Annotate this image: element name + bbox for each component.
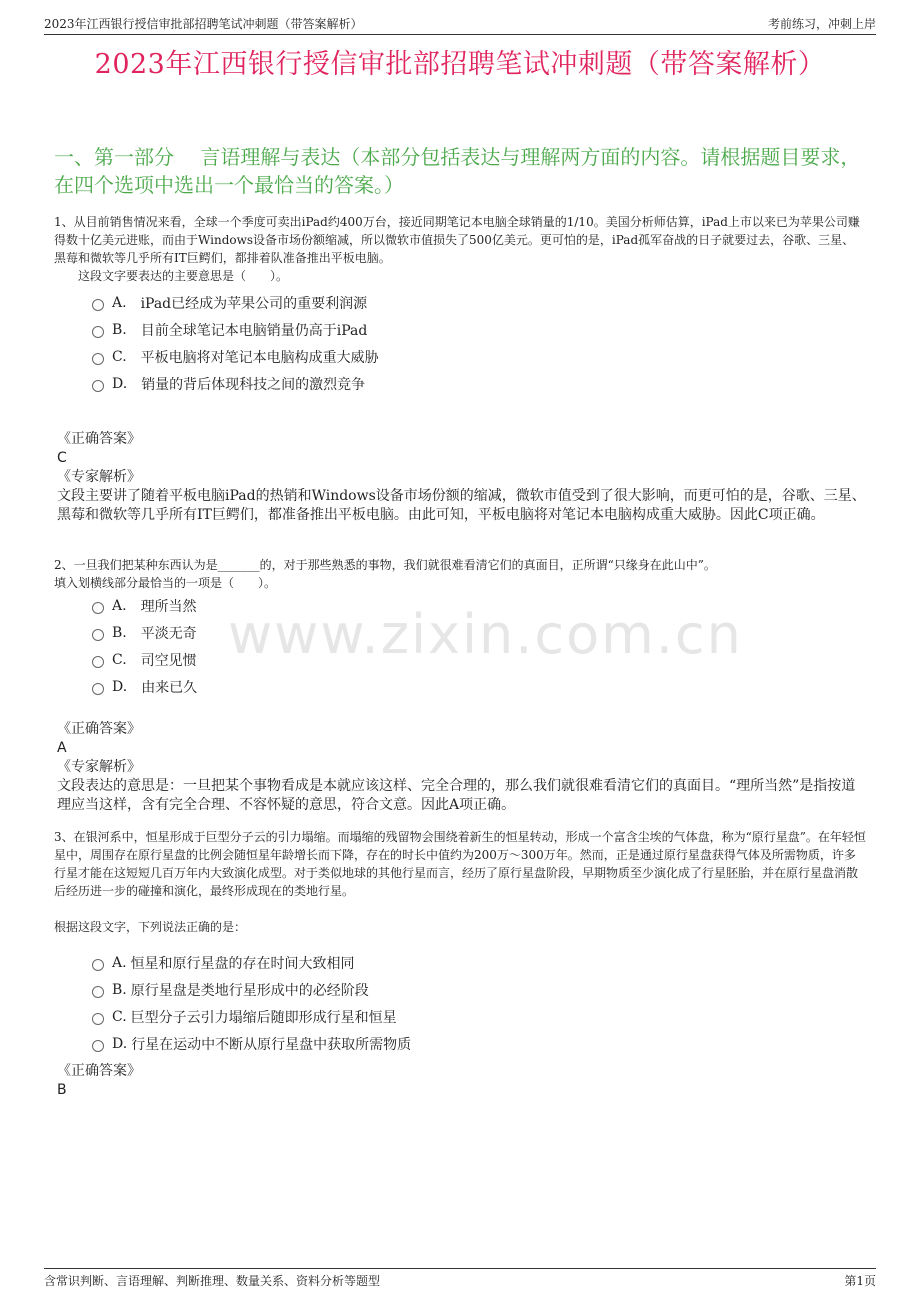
option-a[interactable]	[92, 949, 411, 976]
radio-icon[interactable]	[92, 1013, 104, 1025]
option-letter: D.	[112, 375, 128, 392]
header-slogan: 考前练习，冲刺上岸	[767, 17, 876, 31]
page-header	[44, 10, 876, 35]
option-d[interactable]	[92, 370, 379, 397]
option-text: 平淡无奇	[140, 625, 197, 642]
question-1-answer	[57, 430, 866, 525]
question-3-answer	[57, 1062, 866, 1100]
question-3	[54, 828, 866, 936]
option-letter: A.	[112, 597, 127, 614]
page-number: 第1页	[844, 1274, 876, 1288]
radio-icon[interactable]	[92, 629, 104, 641]
radio-icon[interactable]	[92, 959, 104, 971]
page-title: 2023年江西银行授信审批部招聘笔试冲刺题（带答案解析）	[94, 49, 826, 80]
option-text: iPad已经成为苹果公司的重要利润源	[140, 295, 368, 312]
page-footer	[44, 1268, 876, 1292]
question-prompt: 填入划横线部分最恰当的一项是（ ）。	[54, 576, 277, 590]
option-a[interactable]	[92, 592, 197, 619]
option-b[interactable]	[92, 316, 379, 343]
answer-label: 《正确答案》	[57, 721, 141, 737]
option-letter: B.	[112, 624, 127, 641]
option-text: 恒星和原行星盘的存在时间大致相同	[130, 955, 355, 972]
option-d[interactable]	[92, 1030, 411, 1057]
footer-topics: 含常识判断、言语理解、判断推理、数量关系、资料分析等题型	[44, 1274, 381, 1288]
option-text: 司空见惯	[140, 652, 197, 669]
question-prompt: 这段文字要表达的主要意思是（ ）。	[78, 269, 289, 283]
option-c[interactable]	[92, 1003, 411, 1030]
radio-icon[interactable]	[92, 326, 104, 338]
option-letter: D.	[112, 1035, 128, 1052]
analysis-label: 《专家解析》	[57, 469, 141, 485]
section-heading: 一、第一部分 言语理解与表达（本部分包括表达与理解两方面的内容。请根据题目要求，在四个选项中选出一个最恰当的答案。）	[54, 145, 861, 197]
answer-value: B	[57, 1082, 67, 1098]
question-stem: 1、从目前销售情况来看，全球一个季度可卖出iPad约400万台，接近同期笔记本电脑全球销量的1/10。美国分析师估算，iPad上市以来已为苹果公司赚得数十亿美元进账，而由于Windows设备市场份额缩减，所以微软市值损失了500亿美元。更可怕的是，iPad孤军奋战的日子就要过去，谷歌、三星、黑莓和微软等几乎所有IT巨鳄们，都排着队准备推出平板电脑。	[54, 215, 860, 265]
option-letter: A.	[112, 294, 127, 311]
option-text: 理所当然	[140, 598, 197, 615]
question-1-options	[92, 289, 379, 397]
watermark: www.zixin.com.cn	[228, 603, 743, 666]
option-letter: D.	[112, 678, 128, 695]
option-letter: C.	[112, 348, 127, 365]
option-letter: B.	[112, 981, 127, 998]
radio-icon[interactable]	[92, 986, 104, 998]
question-2-options	[92, 592, 197, 700]
option-text: 目前全球笔记本电脑销量仍高于iPad	[140, 322, 368, 339]
radio-icon[interactable]	[92, 683, 104, 695]
question-stem: 2、一旦我们把某种东西认为是_______的，对于那些熟悉的事物，我们就很难看清它们的真面目，正所谓“只缘身在此山中”。	[54, 558, 716, 572]
option-letter: C.	[112, 651, 127, 668]
analysis-text: 文段主要讲了随着平板电脑iPad的热销和Windows设备市场份额的缩减，微软市值受到了很大影响，而更可怕的是，谷歌、三星、黑莓和微软等几乎所有IT巨鳄们，都准备推出平板电脑。由此可知，平板电脑将对笔记本电脑构成重大威胁。因此C项正确。	[57, 488, 866, 523]
option-text: 平板电脑将对笔记本电脑构成重大威胁	[140, 349, 379, 366]
radio-icon[interactable]	[92, 602, 104, 614]
option-text: 销量的背后体现科技之间的激烈竞争	[141, 376, 366, 393]
option-text: 行星在运动中不断从原行星盘中获取所需物质	[131, 1036, 412, 1053]
option-letter: A.	[112, 954, 127, 971]
option-c[interactable]	[92, 646, 197, 673]
radio-icon[interactable]	[92, 1040, 104, 1052]
radio-icon[interactable]	[92, 656, 104, 668]
answer-value: A	[57, 740, 67, 756]
question-1	[54, 213, 866, 285]
question-2-answer	[57, 720, 866, 815]
option-d[interactable]	[92, 673, 197, 700]
option-text: 原行星盘是类地行星形成中的必经阶段	[130, 982, 369, 999]
answer-label: 《正确答案》	[57, 431, 141, 447]
radio-icon[interactable]	[92, 299, 104, 311]
option-a[interactable]	[92, 289, 379, 316]
question-2	[54, 556, 866, 592]
option-b[interactable]	[92, 976, 411, 1003]
option-text: 由来已久	[141, 679, 198, 696]
question-prompt: 根据这段文字，下列说法正确的是：	[54, 920, 247, 934]
analysis-text: 文段表达的意思是：一旦把某个事物看成是本就应该这样、完全合理的，那么我们就很难看清它们的真面目。“理所当然”是指按道理应当这样，含有完全合理、不容怀疑的意思，符合文意。因此A项正确。	[57, 778, 856, 813]
option-letter: B.	[112, 321, 127, 338]
question-stem: 3、在银河系中，恒星形成于巨型分子云的引力塌缩。而塌缩的残留物会围绕着新生的恒星转动，形成一个富含尘埃的气体盘，称为“原行星盘”。在年轻恒星中，周围存在原行星盘的比例会随恒星年龄增长而下降，存在的时长中值约为200万～300万年。然而，正是通过原行星盘获得气体及所需物质，许多行星才能在这短短几百万年内大致演化成型。对于类似地球的其他行星而言，经历了原行星盘阶段，早期物质至少演化成了行星胚胎，并在原行星盘消散后经历进一步的碰撞和演化，最终形成现在的类地行星。	[54, 830, 866, 898]
option-text: 巨型分子云引力塌缩后随即形成行星和恒星	[130, 1009, 397, 1026]
question-3-options	[92, 949, 411, 1057]
option-c[interactable]	[92, 343, 379, 370]
answer-value: C	[57, 450, 67, 466]
radio-icon[interactable]	[92, 353, 104, 365]
answer-label: 《正确答案》	[57, 1063, 141, 1079]
option-b[interactable]	[92, 619, 197, 646]
header-doc-title: 2023年江西银行授信审批部招聘笔试冲刺题（带答案解析）	[44, 17, 363, 31]
radio-icon[interactable]	[92, 380, 104, 392]
option-letter: C.	[112, 1008, 127, 1025]
analysis-label: 《专家解析》	[57, 759, 141, 775]
